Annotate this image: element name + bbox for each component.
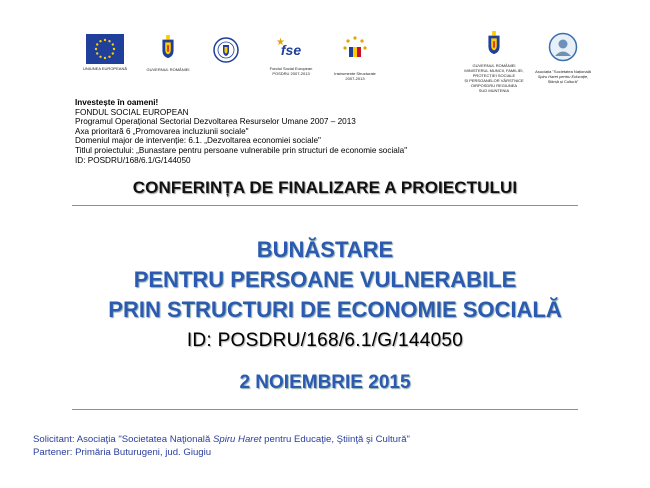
ministry-caption-6: SUD MUNTENIA <box>478 88 510 93</box>
assoc-caption-2: Spiru Haret pentru Educație, <box>537 74 589 79</box>
assoc-caption-1: Asociația "Societatea Națională <box>535 69 591 74</box>
is-caption-2: 2007-2013 <box>345 76 365 81</box>
info-line-6: Titlul proiectului: „Bunastare pentru persoane vulnerabile prin structuri de economie sociala" <box>75 145 408 155</box>
solicitant-text-a: ia "Societatea Naţională <box>108 434 213 445</box>
info-line-1: Investește în oameni! <box>75 98 159 107</box>
ministry-caption-3: PROTECȚIEI SOCIALE <box>472 73 516 78</box>
solicitant-italic: Spiru Haret <box>212 434 262 445</box>
event-date: 2 NOIEMBRIE 2015 <box>239 372 411 393</box>
eu-flag-icon <box>86 34 124 64</box>
project-id: ID: POSDRU/168/6.1/G/144050 <box>186 330 464 351</box>
conference-heading: CONFERINȚA DE FINALIZARE A PROIECTULUI <box>132 178 518 197</box>
info-line-4: Axa prioritară 6 „Promovarea incluziunii sociale" <box>75 126 249 136</box>
info-line-5: Domeniul major de intervenție: 6.1. „Dezvoltarea economiei sociale" <box>75 136 321 146</box>
fse-caption-1: Fondul Social European <box>269 66 313 71</box>
eu-stars-icon <box>86 34 124 64</box>
fse-star-icon: ★ <box>276 37 285 48</box>
solicitant-text-b: pentru Educaţie, Ştiinţă şi Cultură" <box>261 434 410 445</box>
info-line-2: FONDUL SOCIAL EUROPEAN <box>75 107 189 117</box>
divider-top <box>72 205 578 206</box>
partner-line: Partener: Primăria Buturugeni, jud. Giugiu <box>33 447 212 458</box>
ministry-caption-1: GUVERNUL ROMÂNIEI <box>472 63 516 68</box>
eu-caption: UNIUNEA EUROPEANĂ <box>82 66 127 71</box>
logo-strip <box>0 0 650 95</box>
ministry-caption-2: MINISTERUL MUNCII, FAMILIEI, <box>464 68 524 73</box>
title-line-1: BUNĂSTARE <box>256 237 394 262</box>
association-logo <box>532 32 594 84</box>
stars-circle-icon <box>340 34 370 64</box>
title-line-2: PENTRU PERSOANE VULNERABILE <box>133 267 517 292</box>
title-line-3: PRIN STRUCTURI DE ECONOMIE SOCIALĂ <box>108 297 562 322</box>
seal-icon <box>213 37 239 63</box>
gov-caption: GUVERNUL ROMÂNIEI <box>146 67 190 72</box>
fse-icon: fse <box>280 42 302 58</box>
round-seal-logo <box>208 37 244 68</box>
gov-logo <box>142 34 194 72</box>
assoc-caption-3: Știință și Cultură" <box>547 79 579 84</box>
project-info-block <box>75 98 407 165</box>
divider-bottom <box>72 409 578 410</box>
solicitant-line <box>33 433 410 446</box>
solicitant-label: Solicitant: Asociaţ <box>33 434 109 445</box>
fse-caption-2: POSDRU 2007-2013 <box>272 71 310 76</box>
footer <box>33 433 410 459</box>
romania-crest-icon <box>159 34 177 60</box>
fse-mark <box>266 36 316 64</box>
is-caption-1: Instrumente Structurale <box>334 71 376 76</box>
info-line-7: ID: POSDRU/168/6.1/G/144050 <box>75 155 191 165</box>
eu-logo <box>80 34 130 71</box>
ministry-caption-4: ȘI PERSOANELOR VÂRSTNICE <box>464 78 524 83</box>
portrait-medallion-icon <box>548 32 578 62</box>
ministry-logo <box>462 30 526 93</box>
fse-logo <box>266 36 316 76</box>
ministry-crest-icon <box>485 30 503 56</box>
structural-instruments-logo <box>328 34 382 81</box>
info-line-3: Programul Operațional Sectorial Dezvoltarea Resurselor Umane 2007 – 2013 <box>75 117 356 127</box>
ministry-caption-5: OIRPOSDRU REGIUNEA <box>470 83 518 88</box>
